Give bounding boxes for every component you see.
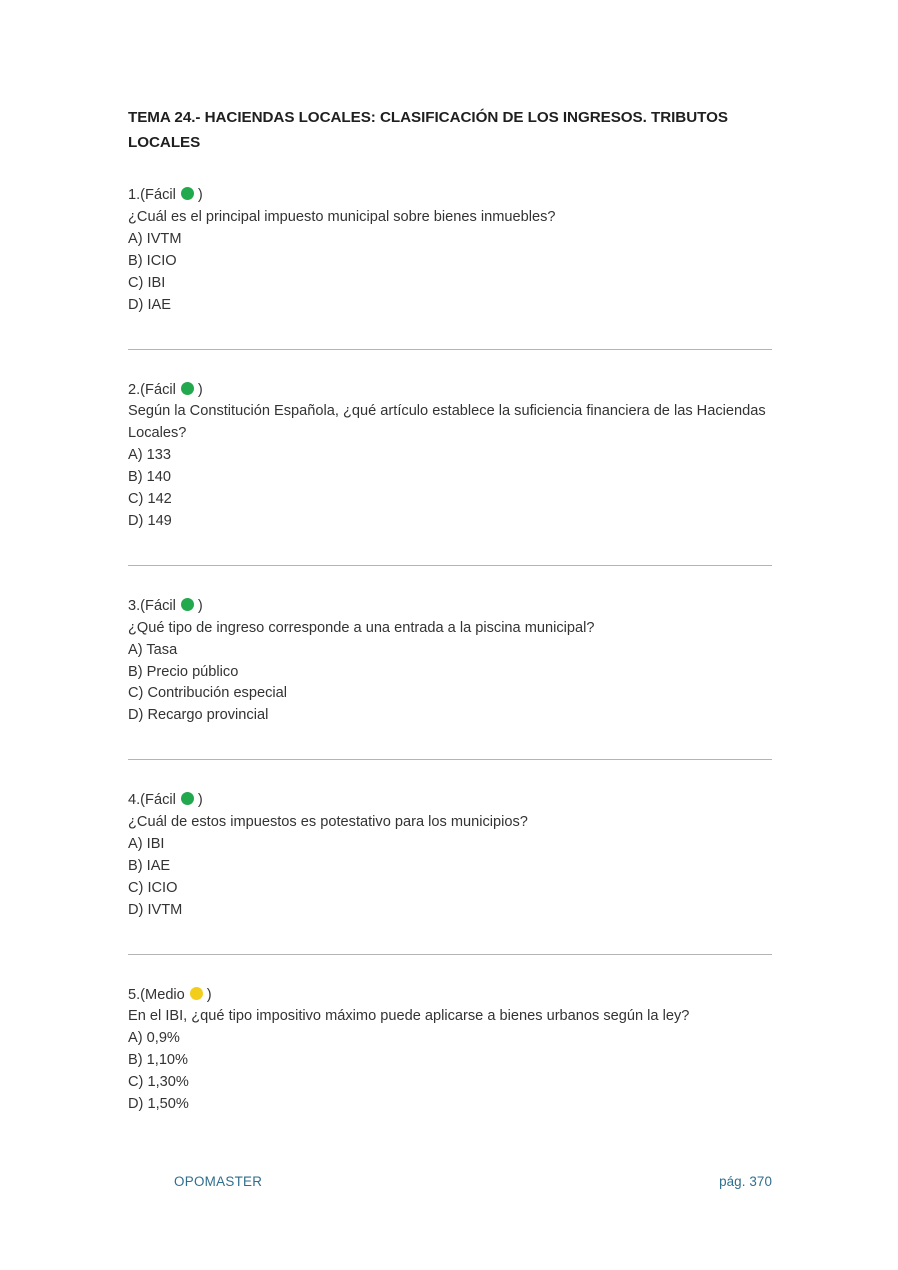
question-number-2: 2. bbox=[128, 381, 141, 398]
question-text-3: ¿Qué tipo de ingreso corresponde a una entrada a la piscina municipal? bbox=[128, 619, 595, 636]
question-paren-open-4: ( bbox=[140, 792, 146, 809]
question-text-1: ¿Cuál es el principal impuesto municipal sobre bienes inmuebles? bbox=[128, 209, 556, 226]
option-item[interactable]: A) 133 bbox=[128, 447, 171, 464]
option-item[interactable]: C) 142 bbox=[128, 491, 172, 508]
difficulty-label-3: Fácil bbox=[145, 597, 176, 614]
option-item[interactable]: A) IBI bbox=[128, 835, 165, 852]
question-number-4: 4. bbox=[128, 792, 141, 809]
question-paren-open-3: ( bbox=[140, 597, 146, 614]
question-separator bbox=[128, 759, 772, 760]
question-separator bbox=[128, 565, 772, 566]
difficulty-dot-green bbox=[181, 187, 194, 200]
option-item[interactable]: C) Contribución especial bbox=[128, 685, 287, 702]
question-paren-close-3: ) bbox=[197, 597, 203, 614]
separator-wrap bbox=[128, 565, 772, 566]
question-paren-close-4: ) bbox=[197, 792, 203, 809]
question-number-3: 3. bbox=[128, 597, 141, 614]
question-block-2 bbox=[128, 380, 772, 533]
question-header-5 bbox=[128, 985, 772, 1007]
page-footer bbox=[128, 1174, 772, 1189]
question-block-1 bbox=[128, 185, 772, 316]
question-paren-close-5: ) bbox=[206, 986, 212, 1003]
question-paren-open-1: ( bbox=[140, 187, 146, 204]
difficulty-label-5: Medio bbox=[145, 986, 185, 1003]
question-separator bbox=[128, 349, 772, 350]
question-header-4 bbox=[128, 790, 772, 812]
option-item[interactable]: D) IVTM bbox=[128, 901, 183, 918]
option-item[interactable]: C) 1,30% bbox=[128, 1074, 189, 1091]
question-block-3 bbox=[128, 596, 772, 727]
question-text-4: ¿Cuál de estos impuestos es potestativo para los municipios? bbox=[128, 814, 528, 831]
option-list-4 bbox=[128, 834, 772, 922]
difficulty-label-2: Fácil bbox=[145, 381, 176, 398]
question-paren-open-5: ( bbox=[140, 986, 146, 1003]
option-list-3 bbox=[128, 640, 772, 728]
option-item[interactable]: C) IBI bbox=[128, 274, 166, 291]
footer-page-number: pág. 370 bbox=[719, 1174, 772, 1189]
question-text-2: Según la Constitución Española, ¿qué artículo establece la suficiencia financiera de las Haciendas Locales? bbox=[128, 403, 766, 442]
option-item[interactable]: D) 1,50% bbox=[128, 1095, 189, 1112]
question-text-5: En el IBI, ¿qué tipo impositivo máximo puede aplicarse a bienes urbanos según la ley? bbox=[128, 1008, 690, 1025]
separator-wrap bbox=[128, 954, 772, 955]
question-number-1: 1. bbox=[128, 187, 141, 204]
option-item[interactable]: B) 140 bbox=[128, 469, 171, 486]
separator-wrap bbox=[128, 759, 772, 760]
difficulty-dot-green bbox=[181, 598, 194, 611]
question-block-5 bbox=[128, 985, 772, 1116]
option-list-5 bbox=[128, 1028, 772, 1116]
option-item[interactable]: C) ICIO bbox=[128, 879, 178, 896]
question-paren-close-2: ) bbox=[197, 381, 203, 398]
difficulty-dot-yellow bbox=[190, 987, 203, 1000]
question-header-3 bbox=[128, 596, 772, 618]
question-separator bbox=[128, 954, 772, 955]
question-header-2 bbox=[128, 380, 772, 402]
option-item[interactable]: D) Recargo provincial bbox=[128, 707, 269, 724]
difficulty-label-1: Fácil bbox=[145, 187, 176, 204]
question-paren-open-2: ( bbox=[140, 381, 146, 398]
separator-wrap bbox=[128, 349, 772, 350]
question-paren-close-1: ) bbox=[197, 187, 203, 204]
footer-brand: OPOMASTER bbox=[174, 1174, 263, 1189]
option-item[interactable]: B) 1,10% bbox=[128, 1052, 189, 1069]
question-number-5: 5. bbox=[128, 986, 141, 1003]
option-item[interactable]: A) IVTM bbox=[128, 231, 182, 248]
option-item[interactable]: A) Tasa bbox=[128, 641, 178, 658]
option-item[interactable]: D) 149 bbox=[128, 512, 172, 529]
option-item[interactable]: B) ICIO bbox=[128, 252, 177, 269]
difficulty-label-4: Fácil bbox=[145, 792, 176, 809]
option-list-1 bbox=[128, 229, 772, 317]
question-block-4 bbox=[128, 790, 772, 921]
document-content bbox=[128, 106, 772, 1116]
option-item[interactable]: D) IAE bbox=[128, 296, 171, 313]
difficulty-dot-green bbox=[181, 792, 194, 805]
page-title: TEMA 24.- HACIENDAS LOCALES: CLASIFICACIÓN DE LOS INGRESOS. TRIBUTOS LOCALES bbox=[128, 109, 728, 151]
difficulty-dot-green bbox=[181, 382, 194, 395]
option-list-2 bbox=[128, 445, 772, 533]
question-header-1 bbox=[128, 185, 772, 207]
option-item[interactable]: B) Precio público bbox=[128, 663, 239, 680]
option-item[interactable]: B) IAE bbox=[128, 857, 171, 874]
option-item[interactable]: A) 0,9% bbox=[128, 1030, 180, 1047]
